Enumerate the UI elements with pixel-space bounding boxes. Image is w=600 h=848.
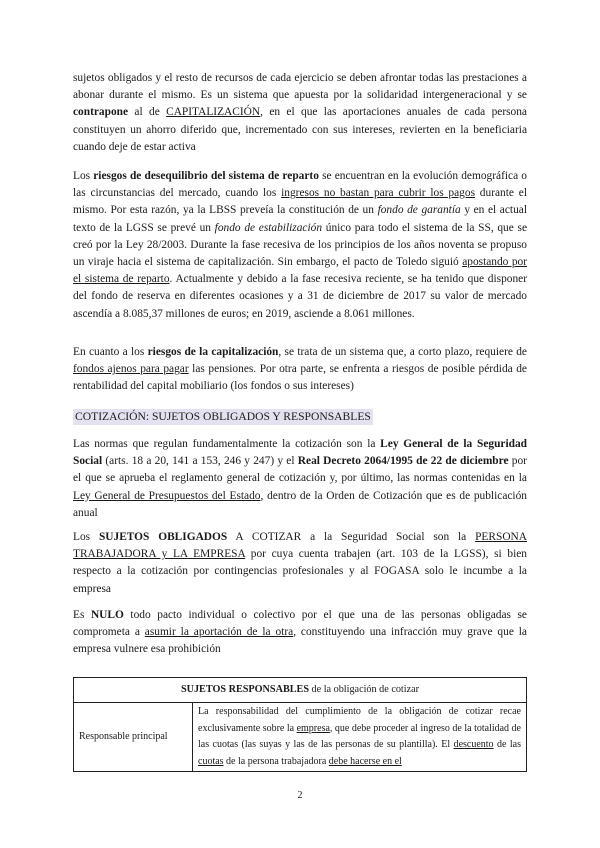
- text-run: , dentro de la Orden de Cotización que es de publicación anual: [73, 489, 527, 519]
- table-row-label: Responsable principal: [74, 703, 193, 772]
- text-run: por cuya cuenta trabajen (art. 103 de la LGSS), si bien respecto a la cotización por contingencias profesionales y al FOGASA solo le incumbe a la empresa: [73, 548, 527, 595]
- underlined-term-empresa: empresa: [296, 722, 330, 734]
- underlined-term-cuotas: cuotas: [198, 755, 224, 767]
- text-run: . Actualmente y debido a la fase recesiva reciente, se ha tenido que disponer del fondo de reserva en diferentes ocasiones y a 31 de diciembre de 2017 su valor de mercado ascendía a 8.085,37 millones de euros; en 2019, asciende a 8.061 millones.: [73, 273, 527, 320]
- text-run: A COTIZAR a la Seguridad Social son la: [227, 531, 476, 543]
- page-number: 2: [297, 790, 303, 801]
- bold-term-sujetos-obligados: SUJETOS OBLIGADOS: [98, 531, 228, 543]
- text-run: de las: [493, 739, 521, 750]
- text-run: Las normas que regulan fundamentalmente la cotización son la: [73, 438, 381, 450]
- text-run: de la persona trabajadora: [223, 755, 329, 767]
- italic-term-fondo-estabilizacion: fondo de estabilización: [214, 221, 323, 234]
- text-run: se encuentran en la evolución demográfica o las circunstancias del mercado, cuando los: [73, 170, 527, 200]
- bold-term-lgss: Ley General de la Seguridad Social: [73, 438, 528, 468]
- text-run: Es: [73, 609, 91, 621]
- underlined-term-asumir: asumir la aportación de la otra: [144, 626, 294, 639]
- bold-term-riesgos-reparto: riesgos de desequilibrio del sistema de reparto: [93, 170, 319, 182]
- table-header-rest: de la obligación de cotizar: [309, 683, 420, 695]
- paragraph-normas-cotizacion: [73, 436, 527, 522]
- underlined-term-fondos: fondos ajenos para pagar: [73, 363, 189, 376]
- text-run: La responsabilidad del cumplimiento de la obligación de cotizar recae exclusivamente sobre la: [198, 706, 521, 734]
- text-run: por el que se aprueba el reglamento general de cotización y, por último, las normas contenidas en la: [73, 455, 527, 485]
- table-header-cell: [74, 678, 527, 703]
- underlined-term-presupuestos: Ley General de Presupuestos del Estado: [73, 489, 261, 502]
- bold-term-riesgos-capitalizacion: riesgos de la capitalización: [147, 346, 279, 358]
- text-run: durante el mismo. Por esta razón, ya la LBSS preveía la constitución de un: [73, 187, 527, 217]
- table-row-description: [193, 703, 527, 772]
- text-run: (arts. 18 a 20, 141 a 153, 246 y 247) y el: [102, 455, 298, 468]
- section-heading: COTIZACIÓN: SUJETOS OBLIGADOS Y RESPONSABLES: [75, 410, 371, 423]
- text-run: al de: [128, 106, 167, 119]
- text-run: Los: [73, 170, 94, 182]
- bold-term-nulo: NULO: [90, 609, 124, 621]
- underlined-term-persona-empresa: PERSONA TRABAJADORA y LA EMPRESA: [73, 531, 527, 561]
- text-run: Los: [73, 531, 99, 543]
- text-run: y en el actual texto de la LGSS se prevé un: [73, 204, 527, 234]
- text-run: todo pacto individual o colectivo por el que una de las personas obligadas se comprometa a: [73, 609, 527, 639]
- text-run: En cuanto a los: [73, 346, 148, 358]
- underlined-term-descuento: descuento: [453, 739, 494, 750]
- text-run: las pensiones. Por otra parte, se enfrenta a riesgos de posible pérdida de rentabilidad del capital mobiliario (los fondos o sus intereses): [73, 363, 527, 393]
- text-run: , en el que las aportaciones anuales de cada persona constituyen un ahorro diferido que, incrementado con sus intereses, revierten en la beneficiaria cuando deje de estar activa: [73, 106, 527, 153]
- bold-term-real-decreto: Real Decreto 2064/1995 de 22 de diciembre: [297, 455, 509, 468]
- italic-term-fondo-garantia: fondo de garantía: [377, 204, 461, 217]
- paragraph-riesgos-reparto: [73, 168, 527, 323]
- table-header-row: [74, 678, 527, 703]
- paragraph-riesgos-capitalizacion: [73, 344, 527, 396]
- responsables-table: [73, 677, 527, 772]
- text-run: sujetos obligados y el resto de recursos de cada ejercicio se deben afrontar todas las prestaciones a abonar durante el mismo. Es un sistema que apuesta por la solidaridad intergeneracional y se: [73, 72, 527, 102]
- table-row: [74, 703, 527, 772]
- table-header-bold: SUJETOS RESPONSABLES: [180, 683, 309, 695]
- paragraph-sujetos-obligados: [73, 529, 527, 598]
- bold-term-contrapone: contrapone: [73, 106, 129, 119]
- underlined-term-ingresos: ingresos no bastan para cubrir los pagos: [281, 187, 476, 200]
- underlined-term-capitalizacion: CAPITALIZACIÓN: [166, 106, 261, 119]
- underlined-term-debe-hacerse: debe hacerse en el: [328, 755, 402, 767]
- text-run: , constituyendo una infracción muy grave que la empresa vulnere esa prohibición: [73, 626, 527, 656]
- text-run: , que debe proceder al ingreso de la totalidad de las cuotas (las suyas y las de las personas de su plantilla). El: [198, 722, 521, 750]
- paragraph-pacto-nulo: [73, 607, 527, 659]
- underlined-term-apostando: apostando por el sistema de reparto: [73, 256, 527, 286]
- text-run: único para todo el sistema de la SS, que se creó por la Ley 28/2003. Durante la fase recesiva de los principios de los años noventa se propuso un viraje hacia el sistema de capitalización. Sin embargo, el pacto de Toledo siguió: [73, 221, 527, 269]
- text-run: , se trata de un sistema que, a corto plazo, requiere de: [278, 346, 527, 358]
- paragraph-reparto-intro: [73, 70, 527, 156]
